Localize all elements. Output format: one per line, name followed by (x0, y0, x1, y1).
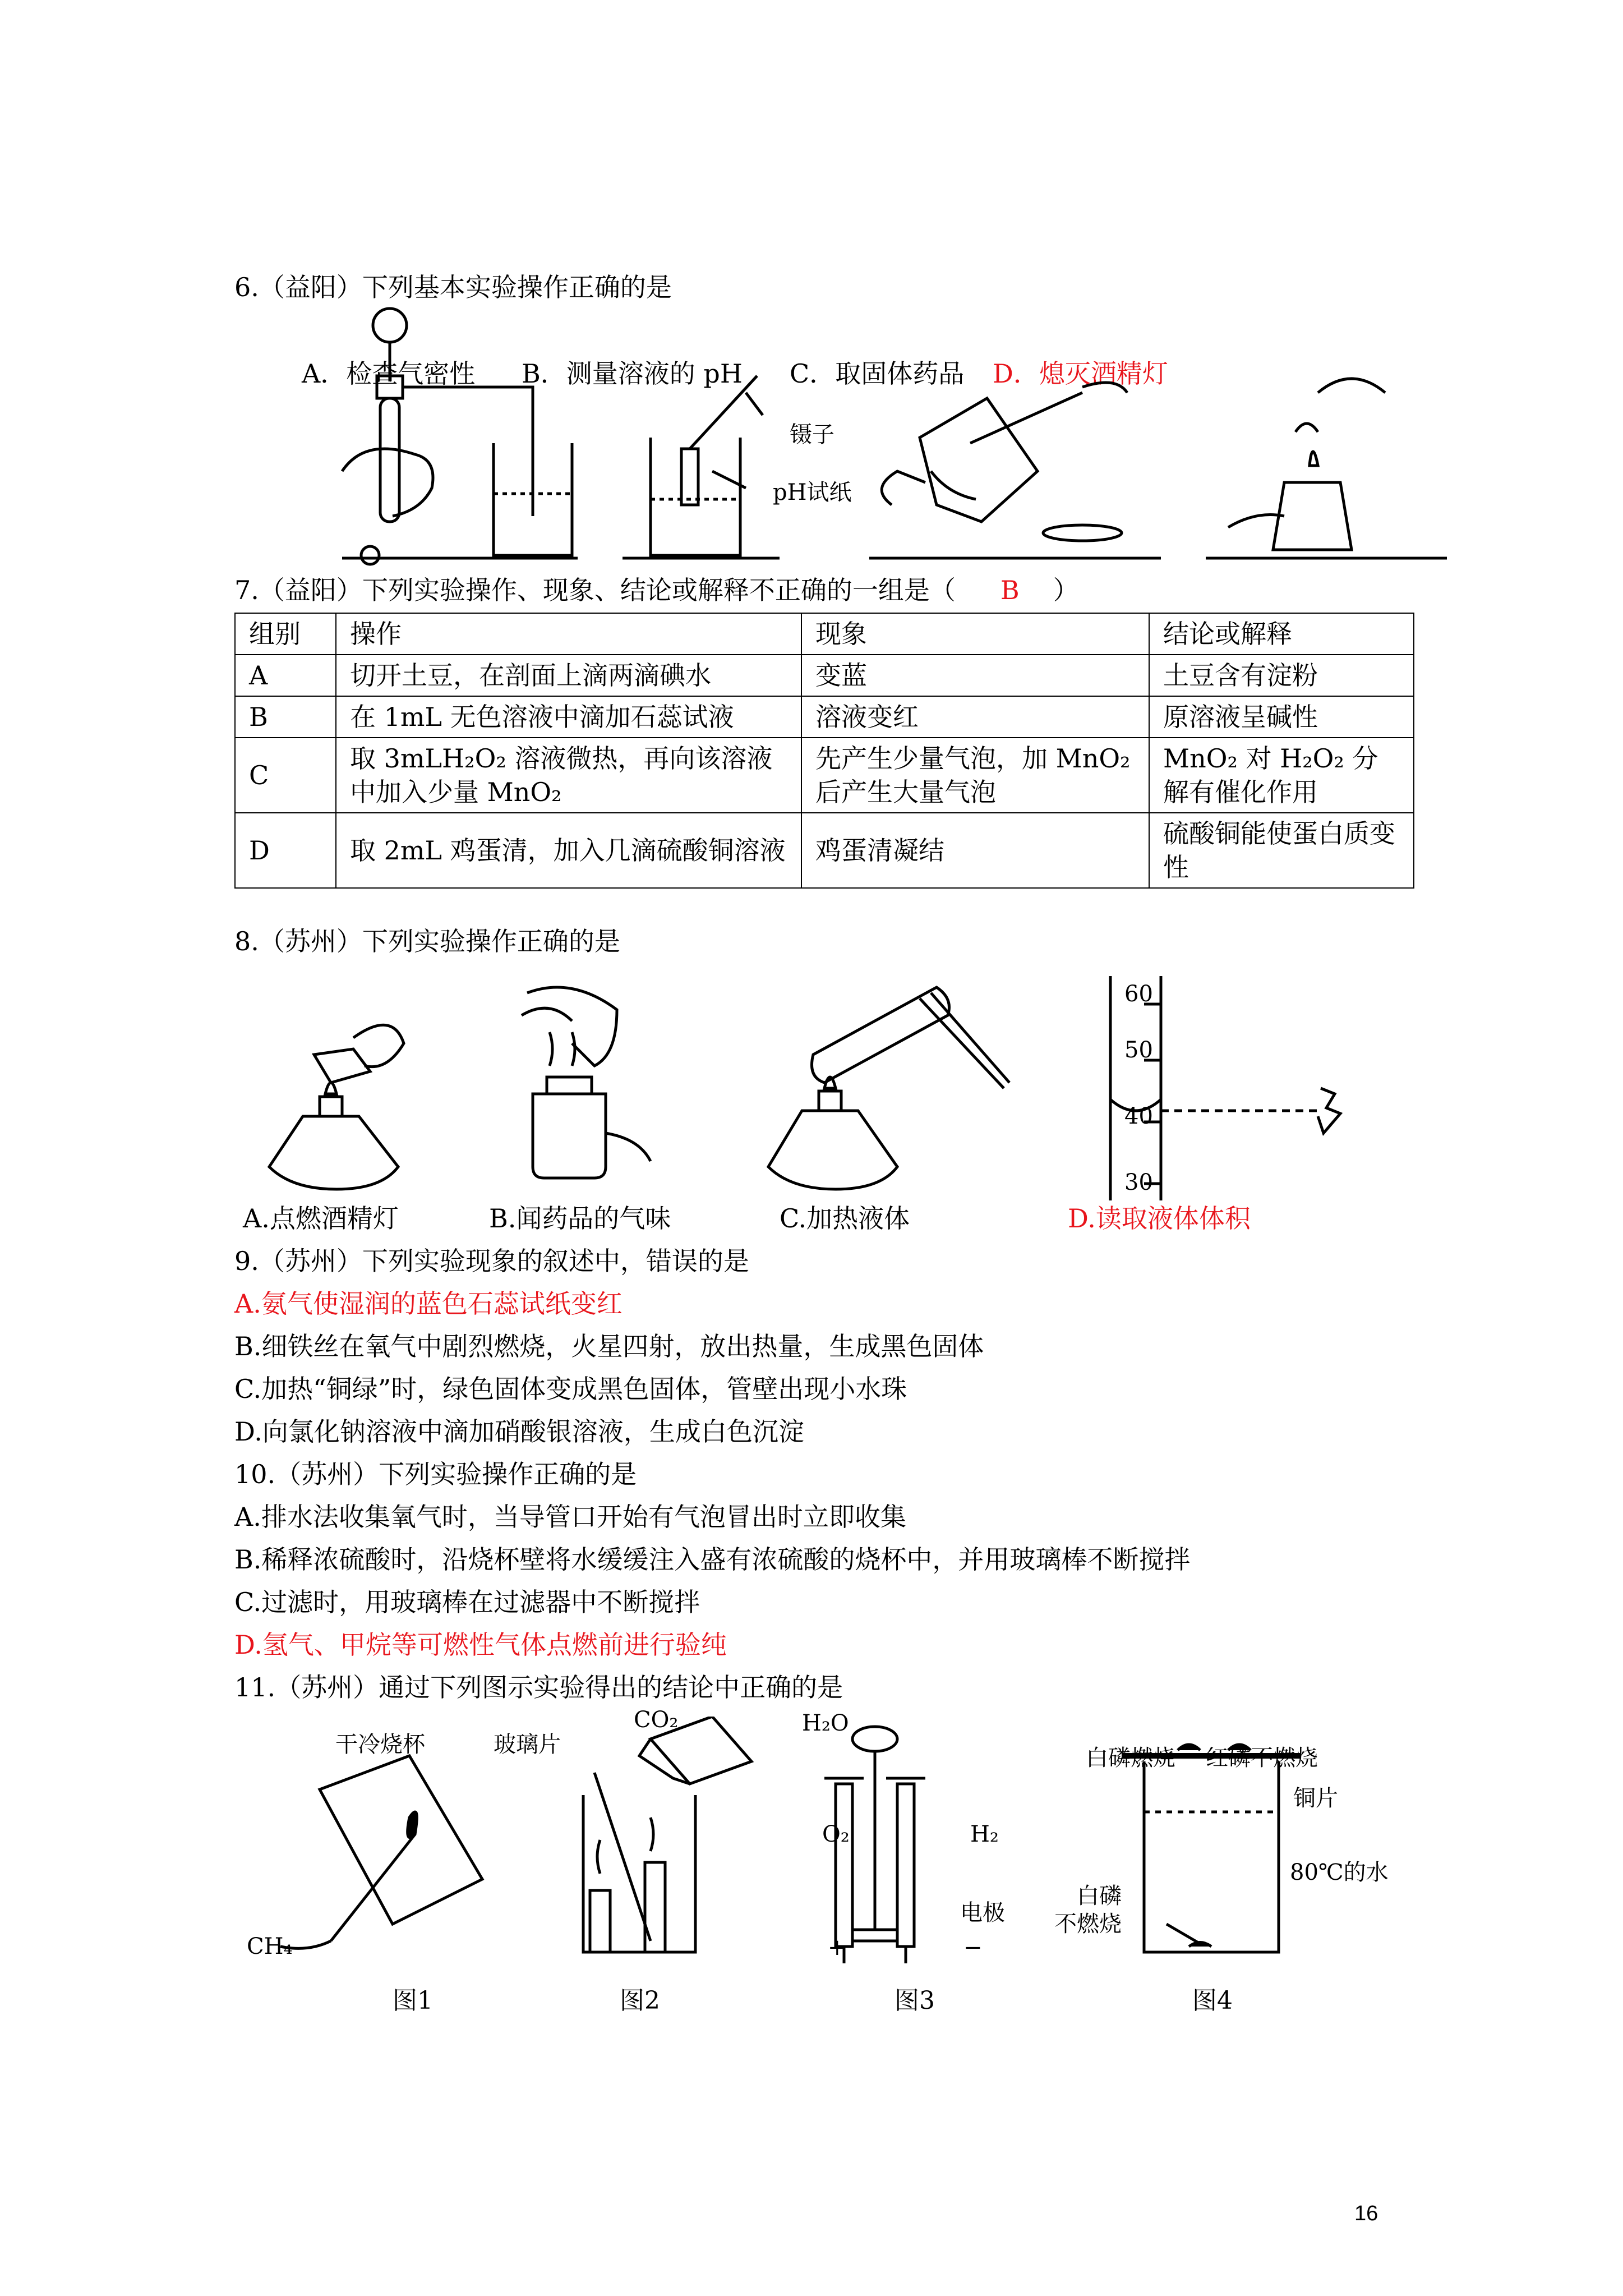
q8-stem: 8.（苏州）下列实验操作正确的是 (234, 926, 620, 956)
q11-fig3-h2o: H₂O (802, 1710, 849, 1736)
q11-fig4-white-noburn-1: 白磷 (1077, 1883, 1122, 1909)
q11-fig3-electrode: 电极 (960, 1900, 1005, 1926)
q8-scale-50: 50 (1124, 1037, 1153, 1063)
q11-caption-3: 图3 (895, 1986, 935, 2015)
cell-phenomenon: 变蓝 (801, 655, 1149, 696)
table-row (235, 655, 1414, 696)
q8-option-d: D.读取液体体积 (1068, 1203, 1251, 1234)
q6-option-b: B．测量溶液的 pH (522, 358, 743, 389)
q11-fig1-cold-beaker (280, 1756, 482, 1948)
cell-phenomenon: 鸡蛋清凝结 (801, 813, 1149, 888)
cell-group: A (235, 655, 336, 696)
q8-scale-60: 60 (1124, 981, 1153, 1007)
cell-phenomenon: 溶液变红 (801, 696, 1149, 738)
q11-fig4-copper: 铜片 (1293, 1786, 1338, 1811)
q6-stem: 6.（益阳）下列基本实验操作正确的是 (234, 272, 672, 302)
q11-fig1-label: 干冷烧杯 (335, 1732, 425, 1757)
q6-option-c: C．取固体药品 (790, 358, 965, 389)
q8-scale-40: 40 (1124, 1103, 1153, 1129)
q11-fig1-gas: CH₄ (247, 1934, 293, 1959)
page-number: 16 (1354, 2202, 1378, 2225)
q11-stem: 11.（苏州）通过下列图示实验得出的结论中正确的是 (234, 1672, 843, 1703)
q9-option-c: C.加热“铜绿”时，绿色固体变成黑色固体，管壁出现小水珠 (234, 1374, 907, 1404)
q11-fig3-h2: H₂ (970, 1821, 999, 1847)
header-operation: 操作 (336, 613, 801, 655)
q8-scale-30: 30 (1124, 1170, 1153, 1195)
cell-conclusion: MnO₂ 对 H₂O₂ 分解有催化作用 (1149, 738, 1414, 813)
cell-group: D (235, 813, 336, 888)
q11-fig2-co2 (583, 1717, 751, 1952)
q11-caption-2: 图2 (620, 1986, 660, 2015)
q9-option-d: D.向氯化钠溶液中滴加硝酸银溶液，生成白色沉淀 (234, 1416, 804, 1447)
q10-option-d: D.氢气、甲烷等可燃性气体点燃前进行验纯 (234, 1630, 727, 1660)
q11-fig4-white-noburn-2: 不燃烧 (1054, 1911, 1122, 1937)
q7-answer: B (1000, 575, 1020, 605)
q7-stem: 7.（益阳）下列实验操作、现象、结论或解释不正确的一组是（ (234, 575, 956, 605)
q8-fig-b-smelling (522, 987, 651, 1178)
cell-operation: 切开土豆，在剖面上滴两滴碘水 (336, 655, 801, 696)
q11-fig3-minus: − (963, 1935, 983, 1961)
table-header-row (235, 613, 1414, 655)
q9-option-b: B.细铁丝在氧气中剧烈燃烧，火星四射，放出热量，生成黑色固体 (234, 1331, 984, 1361)
q10-option-b: B.稀释浓硫酸时，沿烧杯壁将水缓缓注入盛有浓硫酸的烧杯中，并用玻璃棒不断搅拌 (234, 1544, 1191, 1575)
q11-fig4-water: 80℃的水 (1290, 1860, 1389, 1885)
cell-conclusion: 硫酸铜能使蛋白质变性 (1149, 813, 1414, 888)
table-row (235, 738, 1414, 813)
cell-operation: 取 3mLH₂O₂ 溶液微热，再向该溶液中加入少量 MnO₂ (336, 738, 801, 813)
q11-fig3-o2: O₂ (822, 1821, 850, 1847)
q6-fig-a-airtightness (342, 309, 578, 564)
q11-fig4-white-burn: 白磷燃烧 (1086, 1745, 1175, 1771)
cell-conclusion: 原溶液呈碱性 (1149, 696, 1414, 738)
q8-option-b: B.闻药品的气味 (489, 1203, 671, 1234)
q11-fig2-gas: CO₂ (634, 1707, 679, 1733)
q9-option-a: A.氨气使湿润的蓝色石蕊试纸变红 (234, 1289, 623, 1319)
header-conclusion: 结论或解释 (1149, 613, 1414, 655)
q9-stem: 9.（苏州）下列实验现象的叙述中，错误的是 (234, 1246, 749, 1276)
q11-fig3-plus: + (828, 1935, 847, 1961)
q8-option-c: C.加热液体 (780, 1203, 910, 1234)
q6-fig-d-lamp (1206, 379, 1447, 558)
q8-option-a: A.点燃酒精灯 (243, 1203, 399, 1234)
q7-stem-wrap (234, 573, 1079, 607)
header-phenomenon: 现象 (801, 613, 1149, 655)
q6-label-ph-paper: pH试纸 (773, 480, 852, 505)
q6-figures (331, 303, 1447, 567)
q11-caption-1: 图1 (393, 1986, 433, 2015)
q8-fig-a-lighting-lamp (269, 1025, 404, 1189)
q10-option-c: C.过滤时，用玻璃棒在过滤器中不断搅拌 (234, 1587, 700, 1617)
q7-close: ） (1053, 575, 1079, 605)
q10-option-a: A.排水法收集氧气时，当导管口开始有气泡冒出时立即收集 (234, 1502, 906, 1532)
q6-option-d: D．熄灭酒精灯 (993, 358, 1168, 389)
q11-fig4-red-noburn: 红磷不燃烧 (1206, 1745, 1318, 1771)
q11-caption-4: 图4 (1192, 1986, 1233, 2015)
q11-fig4-phosphorus (1122, 1745, 1301, 1952)
cell-operation: 在 1mL 无色溶液中滴加石蕊试液 (336, 696, 801, 738)
cell-group: B (235, 696, 336, 738)
q10-stem: 10.（苏州）下列实验操作正确的是 (234, 1459, 637, 1489)
q8-figures (258, 976, 1368, 1200)
cell-group: C (235, 738, 336, 813)
cell-conclusion: 土豆含有淀粉 (1149, 655, 1414, 696)
cell-phenomenon: 先产生少量气泡，加 MnO₂ 后产生大量气泡 (801, 738, 1149, 813)
q7-table (234, 613, 1414, 889)
q6-option-a: A．检查气密性 (302, 358, 476, 389)
q6-fig-c-solid (869, 383, 1161, 558)
q11-fig2-glass: 玻璃片 (494, 1732, 561, 1757)
q8-fig-c-heating (768, 987, 1009, 1189)
q6-label-tweezers: 镊子 (790, 422, 834, 448)
q6-fig-b-ph (623, 376, 780, 558)
table-row (235, 813, 1414, 888)
header-group: 组别 (235, 613, 336, 655)
table-row (235, 696, 1414, 738)
cell-operation: 取 2mL 鸡蛋清，加入几滴硫酸铜溶液 (336, 813, 801, 888)
